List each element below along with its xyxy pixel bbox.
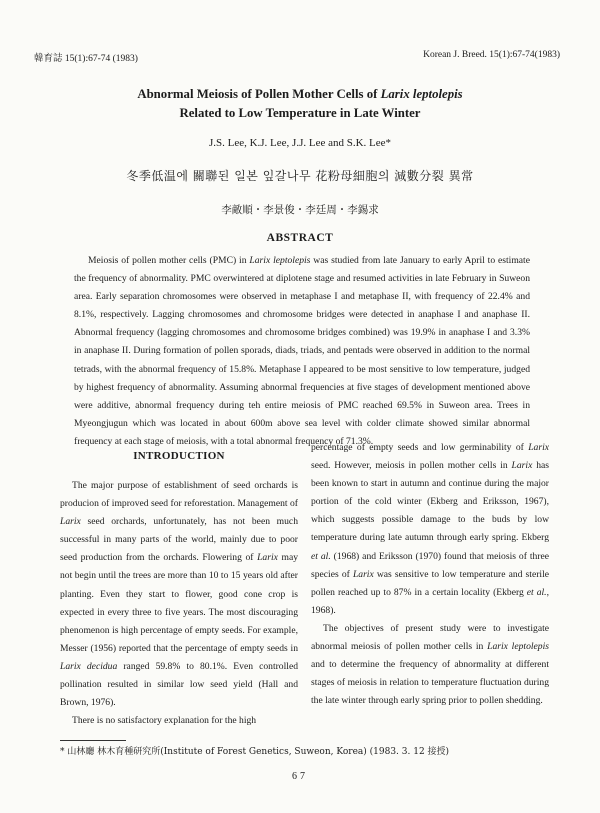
species-name: Larix [60, 516, 81, 528]
intro-text: and to determine the frequency of abnormality at different stages of meiosis in relation to temperature fluctuation during the late winter through early spring prior to pollen shedding. [311, 659, 549, 707]
paper-title [40, 85, 560, 123]
title-line-2: Related to Low Temperature in Late Winter [179, 106, 421, 120]
intro-text: The major purpose of establishment of seed orchards is producion of improved seed for reforestation. Management of [60, 480, 298, 510]
species-name: Larix [352, 568, 374, 580]
intro-text: seed. However, meiosis in pollen mother cells in [311, 460, 512, 472]
intro-text: The objectives of present study were to investigate abnormal meiosis of pollen mother cells in [311, 622, 549, 653]
introduction-heading: INTRODUCTION [133, 450, 225, 462]
authors: J.S. Lee, K.J. Lee, J.J. Lee and S.K. Lee* [208, 137, 392, 149]
right-column [311, 439, 549, 710]
abstract-text: was studied from late January to early April to estimate the frequency of abnormality. PMC overwintered at diplotene stage and resumed activities in late February in Suweon area. Early separation chromosomes were observed in metaphase I and metaphase II, with frequency of 22.4% and 8.1%, respectively. Lagging chromosomes and chromosome bridges were detected in anaphase I and anaphase II. Abnormal frequency (lagging chromosomes and chromosome bridges combined) was 19.9% in anaphase I and 3.3% in anaphase II. During formation of pollen sporads, diads, triads, and pentads were observed in addition to the normal tetrads, with the abnormal frequency of 15.8%. Metaphase I appeared to be most sensitive to low temperature, judged by highest frequency of abnormality. Assuming abnormal frequencies at five stages of development mentioned above were additive, abnormal frequency during teh entire meiosis of PMC reached 69.5% in Suweon area. Trees in Myeongjugun which was located in about 600m above sea level with colder climate showed similar abnormal frequency at each stage of meiosis, with a total abnormal frequency of 71.3%. [74, 255, 530, 447]
intro-text: , 1968). [311, 586, 549, 616]
intro-paragraph-2: There is no satisfactory explanation for the high [72, 715, 257, 727]
title-species: Larix leptolepis [380, 87, 463, 101]
intro-text: (1968) and Eriksson (1970) found that meiosis of three species of [311, 550, 550, 580]
korean-title: 冬季低温에 關聯된 일본 잎갈나무 花粉母細胞의 減數分裂 異常 [126, 169, 474, 183]
page-number: 67 [292, 771, 308, 782]
species-name: Larix leptolepis [487, 641, 549, 653]
species-name: Larix [511, 460, 533, 472]
species-name: Larix [257, 552, 278, 564]
intro-text: was sensitive to low temperature and sterile pollen reached up to 87% in a certain locality (Ekberg [311, 568, 549, 598]
species-name: Larix [528, 442, 549, 453]
footnote-divider [60, 740, 126, 741]
abstract-body [74, 252, 530, 451]
abstract-heading: ABSTRACT [266, 232, 334, 244]
abstract-text: Meiosis of pollen mother cells (PMC) in [88, 255, 250, 266]
intro-paragraph-1 [60, 477, 298, 712]
citation-etal: et al. [311, 550, 331, 562]
species-name: Larix decidua [60, 660, 118, 672]
intro-text: percentage of empty seeds and low germinability of [311, 442, 529, 453]
intro-text: may not begin until the trees are more than 10 to 15 years old after planting. Even they start to flower, good cone crop is expected in every three to five years. The most discouraging phenomenon is high percentage of empty seeds. For example, Messer (1956) reported that the percentage of empty seeds in [60, 552, 298, 654]
intro-text: seed orchards, unfortunately, has not been much successful in many parts of the world, mainly due to poor seed production from the orchards. Flowering of [60, 516, 298, 564]
intro-paragraph-2-cont [311, 439, 549, 620]
footnote: * 山林廳 林木育種研究所(Institute of Forest Genetics, Suweon, Korea) (1983. 3. 12 接授) [60, 747, 450, 757]
citation-etal: et al. [526, 586, 547, 598]
abstract-species: Larix leptolepis [249, 255, 311, 266]
journal-header-korean: 韓育誌 15(1):67-74 (1983) [34, 54, 138, 64]
korean-authors: 李敵順・李景俊・李廷周・李錫求 [221, 204, 379, 216]
title-text: Abnormal Meiosis of Pollen Mother Cells of [137, 87, 381, 101]
journal-header-english: Korean J. Breed. 15(1):67-74(1983) [423, 50, 560, 60]
intro-text: has been known to start in autumn and continue during the major portion of the cold winter (Ekberg and Eriksson, 1967), which suggests possible damage to the buds by low temperature during late autumn through early spring. Ekberg [311, 460, 549, 544]
intro-text: ranged 59.8% to 80.1%. Even controlled pollination resulted in similar low seed yield (Hall and Brown, 1976). [60, 660, 298, 709]
left-column [60, 447, 298, 730]
intro-paragraph-3 [311, 620, 549, 710]
